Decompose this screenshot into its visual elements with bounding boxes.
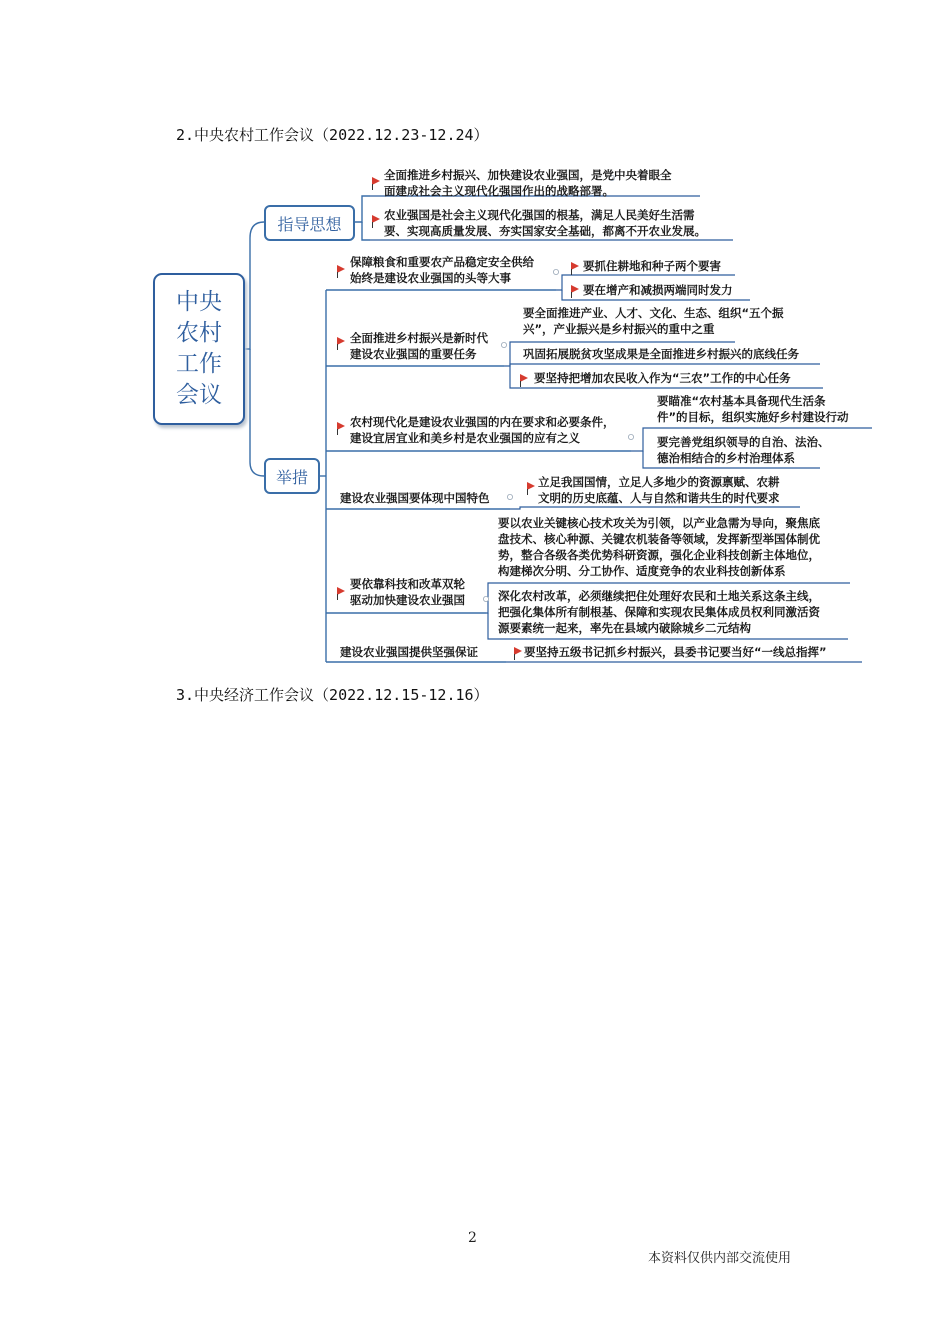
measure-3-child-2: 要完善党组织领导的自治、法治、 德治相结合的乡村治理体系	[657, 435, 830, 465]
page-number: 2	[468, 1230, 477, 1246]
measure-node-rural-revitalization: 全面推进乡村振兴是新时代 建设农业强国的重要任务	[350, 331, 488, 361]
measure-1-child-1: 要抓住耕地和种子两个要害	[583, 259, 721, 273]
flag-icon	[372, 215, 380, 223]
flag-icon	[514, 647, 522, 655]
flag-icon	[520, 374, 528, 382]
measure-2-child-2: 巩固拓展脱贫攻坚成果是全面推进乡村振兴的底线任务	[523, 347, 799, 361]
measure-3-child-1: 要瞄准“农村基本具备现代生活条 件”的目标，组织实施好乡村建设行动	[657, 394, 849, 424]
flag-icon	[571, 285, 579, 293]
flag-icon	[571, 262, 579, 270]
flag-icon	[337, 422, 345, 430]
measure-node-rural-modernization: 农村现代化是建设农业强国的内在要求和必要条件， 建设宜居宜业和美乡村是农业强国的应有之义	[350, 415, 615, 445]
measure-node-food-security: 保障粮食和重要农产品稳定安全供给 始终是建设农业强国的头等大事	[350, 255, 534, 285]
measure-6-child-1: 要坚持五级书记抓乡村振兴，县委书记要当好“一线总指挥”	[524, 645, 827, 659]
guiding-node-1: 全面推进乡村振兴、加快建设农业强国，是党中央着眼全 面建成社会主义现代化强国作出的战略部署。	[384, 168, 672, 198]
guiding-node-2: 农业强国是社会主义现代化强国的根基，满足人民美好生活需 要、实现高质量发展、夯实国家安全基础，都离不开农业发展。	[384, 208, 706, 238]
branch-guiding-thought: 指导思想	[264, 205, 355, 241]
footer-note: 本资料仅供内部交流使用	[648, 1251, 792, 1266]
measure-node-strong-guarantee: 建设农业强国提供坚强保证	[340, 645, 478, 659]
measure-5-child-1: 要以农业关键核心技术攻关为引领，以产业急需为导向，聚焦底 盘技术、核心种源、关键农机装备等领域，发挥新型举国体制优 势，整合各级各类优势科研资源，强化企业科技创新主体地位， 构建梯次分明、分工协作、适度竞争的农业科技创新体系	[498, 516, 820, 578]
flag-icon	[337, 337, 345, 345]
branch-measures: 举措	[264, 458, 320, 494]
section-heading-rural-work-conference: 2.中央农村工作会议（2022.12.23-12.24）	[176, 126, 489, 144]
measure-node-chinese-characteristics: 建设农业强国要体现中国特色	[340, 491, 490, 505]
root-title: 中央农村工作会议	[176, 289, 222, 408]
flag-icon	[337, 265, 345, 273]
measure-2-child-1: 要全面推进产业、人才、文化、生态、组织“五个振 兴”，产业振兴是乡村振兴的重中之重	[523, 306, 784, 336]
flag-icon	[527, 482, 535, 490]
measure-4-child-1: 立足我国国情，立足人多地少的资源禀赋、农耕 文明的历史底蕴、人与自然和谐共生的时代要求	[538, 475, 780, 505]
measure-5-child-2: 深化农村改革，必须继续把住处理好农民和土地关系这条主线， 把强化集体所有制根基、保障和实现农民集体成员权利同激活资 源要素统一起来，率先在县域内破除城乡二元结构	[498, 589, 820, 635]
measure-node-science-reform: 要依靠科技和改革双轮 驱动加快建设农业强国	[350, 577, 465, 607]
section-heading-economic-work-conference: 3.中央经济工作会议（2022.12.15-12.16）	[176, 686, 489, 704]
mindmap-root-node	[153, 273, 245, 425]
flag-icon	[337, 587, 345, 595]
flag-icon	[372, 177, 380, 185]
measure-1-child-2: 要在增产和减损两端同时发力	[583, 283, 733, 297]
measure-2-child-3: 要坚持把增加农民收入作为“三农”工作的中心任务	[534, 371, 791, 385]
